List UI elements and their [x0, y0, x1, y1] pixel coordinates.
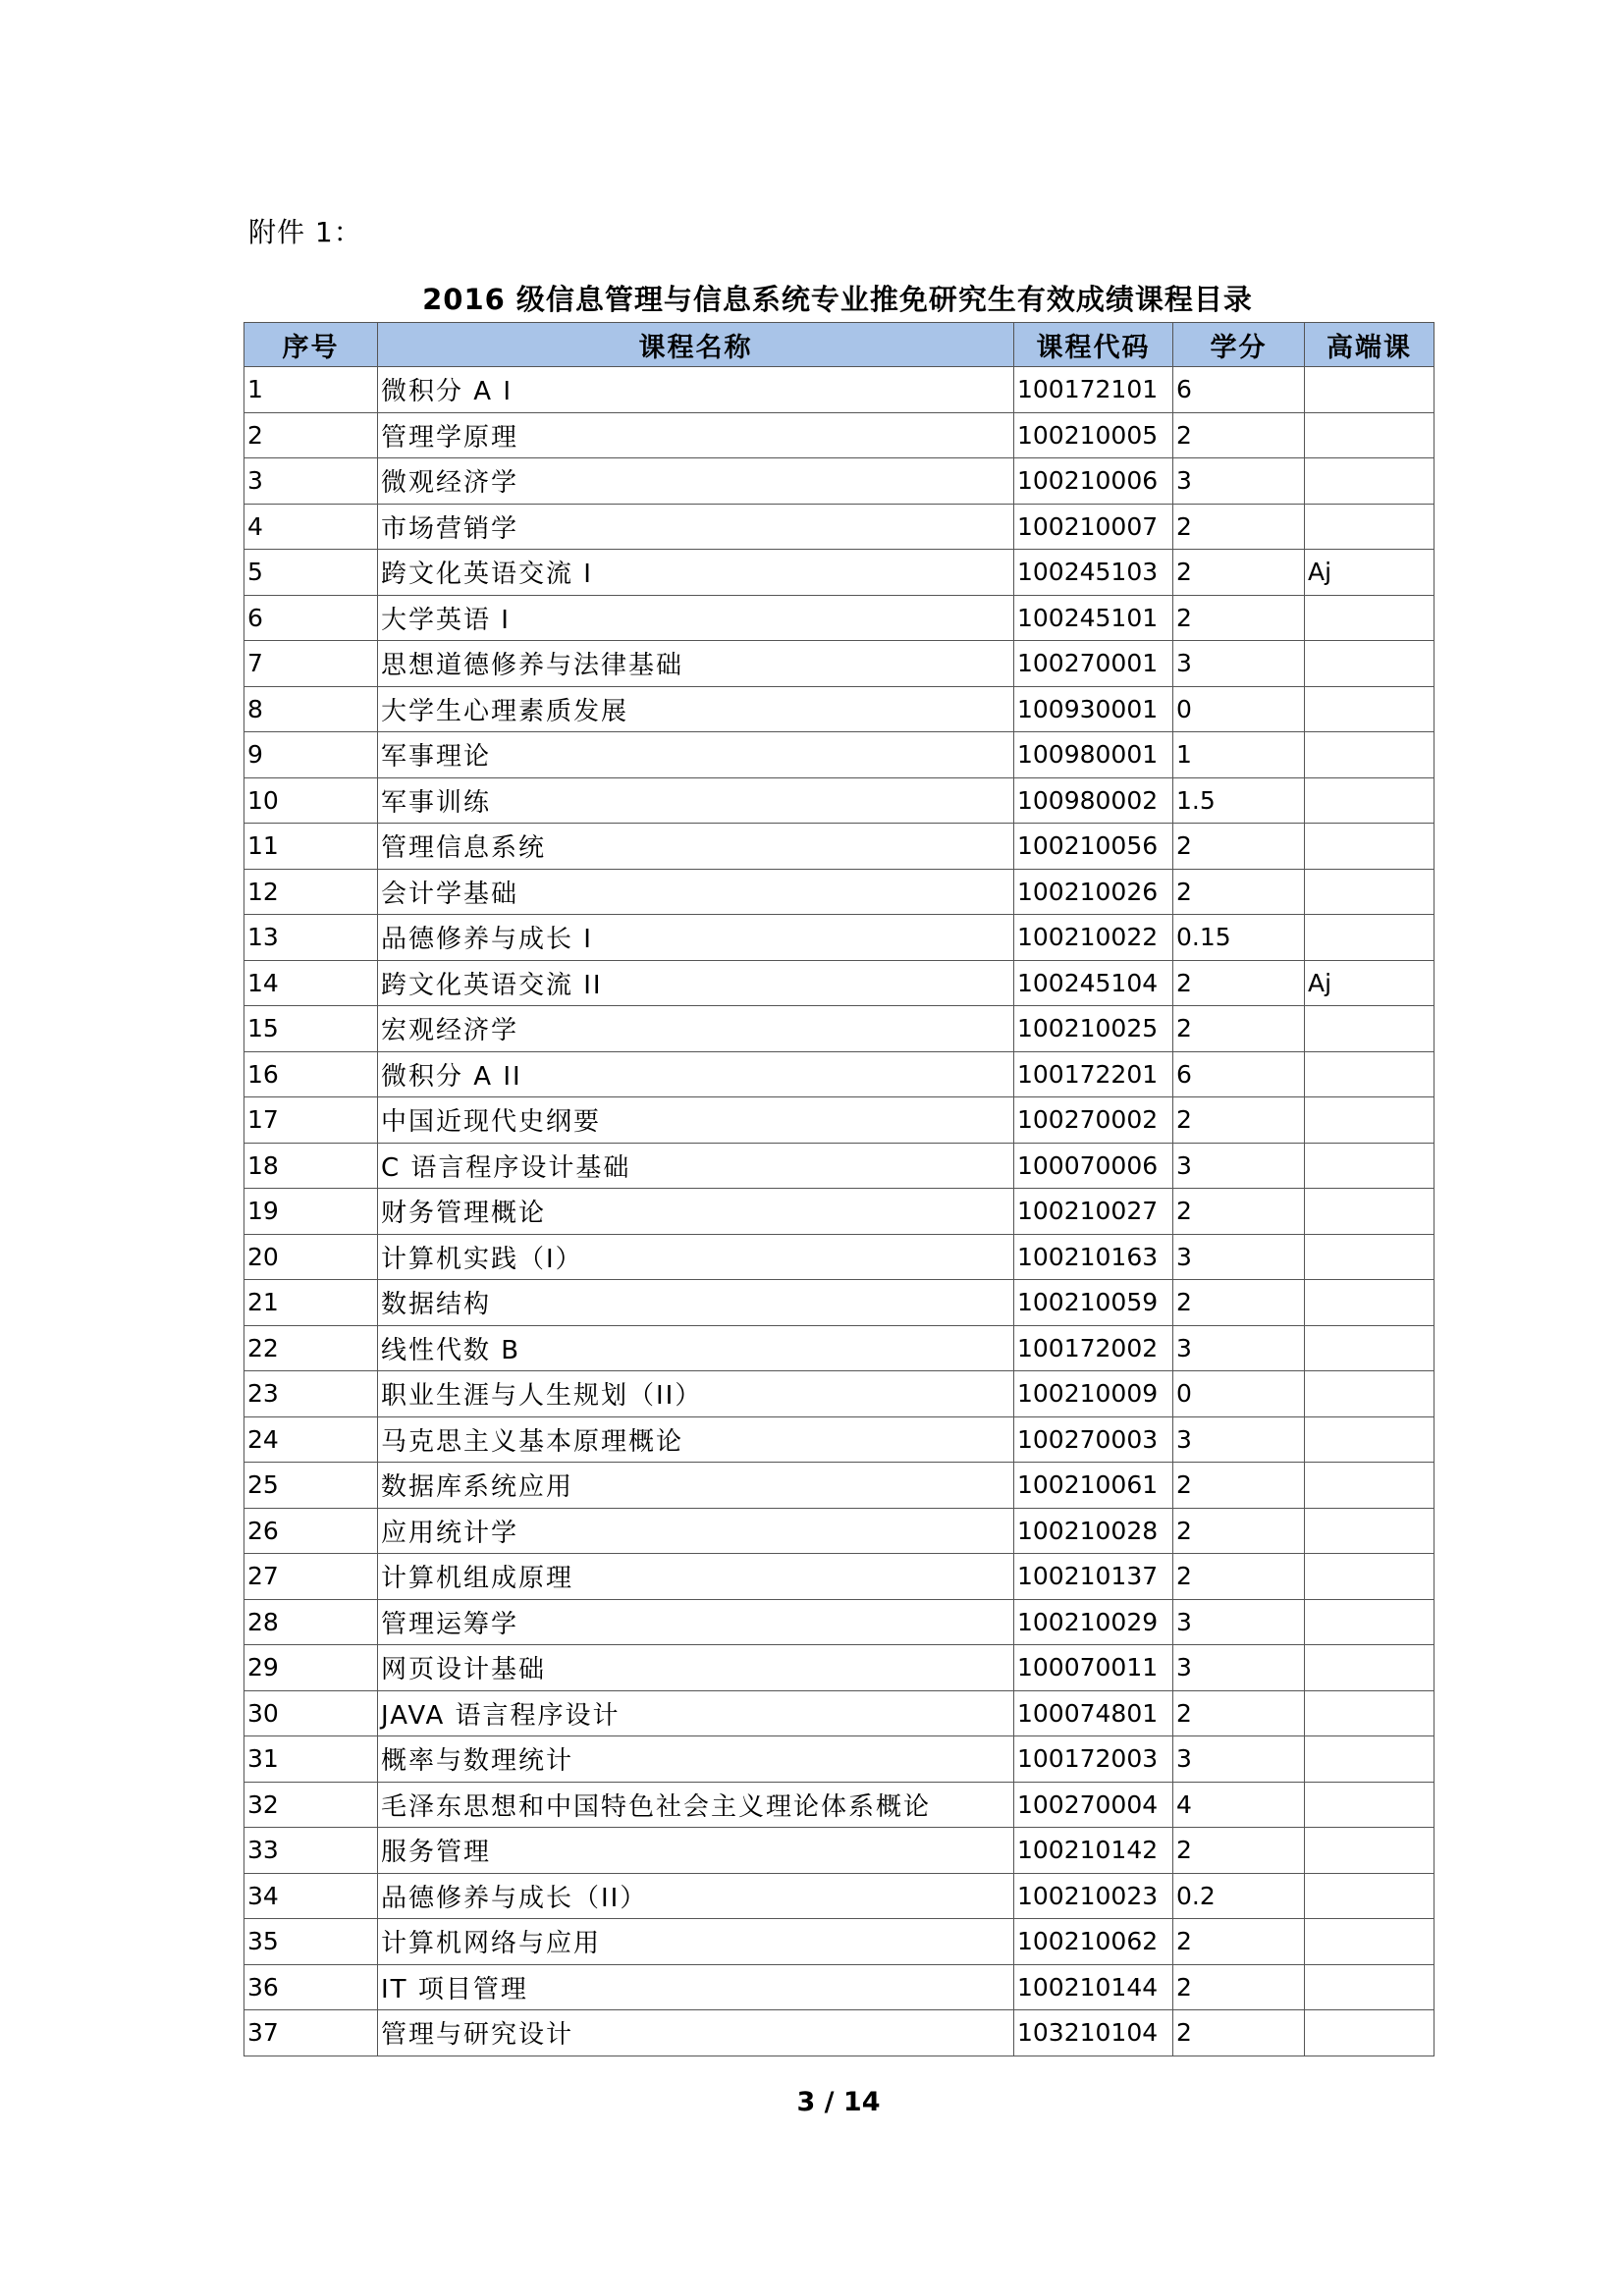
credits-cell: 4 [1173, 1782, 1305, 1828]
credits-cell: 2 [1173, 1964, 1305, 2010]
high-end-cell [1305, 1097, 1435, 1144]
course-name-cell: 大学英语 I [378, 595, 1014, 641]
row-number-cell: 31 [244, 1736, 378, 1783]
table-row [244, 1189, 1435, 1235]
course-name-cell: 大学生心理素质发展 [378, 686, 1014, 732]
course-name-cell: 计算机组成原理 [378, 1554, 1014, 1600]
row-number-cell: 27 [244, 1554, 378, 1600]
credits-cell: 0 [1173, 1371, 1305, 1417]
high-end-cell [1305, 1143, 1435, 1189]
table-row [244, 1599, 1435, 1645]
row-number-cell: 30 [244, 1690, 378, 1736]
course-name-cell: 管理运筹学 [378, 1599, 1014, 1645]
high-end-cell [1305, 686, 1435, 732]
high-end-cell: Aj [1305, 550, 1435, 596]
credits-cell: 2 [1173, 2010, 1305, 2056]
header-credits: 学分 [1173, 323, 1305, 367]
credits-cell: 6 [1173, 1051, 1305, 1097]
credits-cell: 2 [1173, 1690, 1305, 1736]
header-number: 序号 [244, 323, 378, 367]
row-number-cell: 1 [244, 367, 378, 413]
row-number-cell: 37 [244, 2010, 378, 2056]
table-row [244, 1143, 1435, 1189]
high-end-cell [1305, 777, 1435, 824]
credits-cell: 3 [1173, 1234, 1305, 1280]
credits-cell: 2 [1173, 1919, 1305, 1965]
course-name-cell: 跨文化英语交流 II [378, 960, 1014, 1006]
table-row [244, 595, 1435, 641]
table-row [244, 367, 1435, 413]
course-code-cell: 100070006 [1014, 1143, 1173, 1189]
course-name-cell: IT 项目管理 [378, 1964, 1014, 2010]
table-header-row [244, 323, 1435, 367]
credits-cell: 2 [1173, 1828, 1305, 1874]
high-end-cell [1305, 641, 1435, 687]
row-number-cell: 23 [244, 1371, 378, 1417]
table-row [244, 686, 1435, 732]
high-end-cell [1305, 1006, 1435, 1052]
table-row [244, 1690, 1435, 1736]
course-name-cell: 管理信息系统 [378, 824, 1014, 870]
credits-cell: 2 [1173, 869, 1305, 915]
course-name-cell: 数据库系统应用 [378, 1463, 1014, 1509]
table-row [244, 1325, 1435, 1371]
course-code-cell: 100210056 [1014, 824, 1173, 870]
course-code-cell: 100172201 [1014, 1051, 1173, 1097]
page-number: 3 / 14 [796, 2087, 881, 2117]
course-name-cell: 应用统计学 [378, 1508, 1014, 1554]
course-name-cell: 军事训练 [378, 777, 1014, 824]
table-row [244, 732, 1435, 778]
high-end-cell [1305, 1919, 1435, 1965]
course-code-cell: 100172101 [1014, 367, 1173, 413]
table-row [244, 641, 1435, 687]
row-number-cell: 28 [244, 1599, 378, 1645]
course-code-cell: 100070011 [1014, 1645, 1173, 1691]
attachment-label: 附件 1： [248, 216, 362, 248]
row-number-cell: 17 [244, 1097, 378, 1144]
high-end-cell [1305, 1371, 1435, 1417]
high-end-cell [1305, 1782, 1435, 1828]
credits-cell: 2 [1173, 1006, 1305, 1052]
high-end-cell [1305, 412, 1435, 458]
course-name-cell: 财务管理概论 [378, 1189, 1014, 1235]
credits-cell: 2 [1173, 1189, 1305, 1235]
row-number-cell: 15 [244, 1006, 378, 1052]
course-name-cell: C 语言程序设计基础 [378, 1143, 1014, 1189]
course-name-cell: 品德修养与成长（II） [378, 1873, 1014, 1919]
high-end-cell [1305, 732, 1435, 778]
row-number-cell: 36 [244, 1964, 378, 2010]
credits-cell: 2 [1173, 824, 1305, 870]
document-title: 2016 级信息管理与信息系统专业推免研究生有效成绩课程目录 [422, 283, 1253, 316]
row-number-cell: 25 [244, 1463, 378, 1509]
row-number-cell: 21 [244, 1280, 378, 1326]
header-course-code: 课程代码 [1014, 323, 1173, 367]
high-end-cell [1305, 595, 1435, 641]
course-code-cell: 100210029 [1014, 1599, 1173, 1645]
high-end-cell [1305, 1280, 1435, 1326]
row-number-cell: 29 [244, 1645, 378, 1691]
course-code-cell: 100210006 [1014, 458, 1173, 505]
credits-cell: 3 [1173, 641, 1305, 687]
course-code-cell: 100172003 [1014, 1736, 1173, 1783]
table-row [244, 458, 1435, 505]
credits-cell: 3 [1173, 1416, 1305, 1463]
credits-cell: 3 [1173, 458, 1305, 505]
high-end-cell [1305, 2010, 1435, 2056]
credits-cell: 2 [1173, 504, 1305, 550]
course-code-cell: 100210062 [1014, 1919, 1173, 1965]
table-row [244, 1964, 1435, 2010]
row-number-cell: 3 [244, 458, 378, 505]
course-name-cell: 管理与研究设计 [378, 2010, 1014, 2056]
row-number-cell: 10 [244, 777, 378, 824]
table-row [244, 1463, 1435, 1509]
row-number-cell: 4 [244, 504, 378, 550]
course-code-cell: 100210005 [1014, 412, 1173, 458]
course-code-cell: 100074801 [1014, 1690, 1173, 1736]
high-end-cell [1305, 1873, 1435, 1919]
credits-cell: 2 [1173, 1280, 1305, 1326]
course-name-cell: 网页设计基础 [378, 1645, 1014, 1691]
high-end-cell [1305, 1599, 1435, 1645]
credits-cell: 1.5 [1173, 777, 1305, 824]
credits-cell: 0.2 [1173, 1873, 1305, 1919]
table-row [244, 1097, 1435, 1144]
high-end-cell [1305, 1508, 1435, 1554]
row-number-cell: 8 [244, 686, 378, 732]
high-end-cell [1305, 869, 1435, 915]
table-row [244, 1782, 1435, 1828]
course-name-cell: 概率与数理统计 [378, 1736, 1014, 1783]
table-row [244, 1873, 1435, 1919]
high-end-cell [1305, 1189, 1435, 1235]
course-name-cell: 微积分 A II [378, 1051, 1014, 1097]
course-code-cell: 100210061 [1014, 1463, 1173, 1509]
course-code-cell: 100245101 [1014, 595, 1173, 641]
row-number-cell: 7 [244, 641, 378, 687]
header-course-name: 课程名称 [378, 323, 1014, 367]
course-code-cell: 100270004 [1014, 1782, 1173, 1828]
course-name-cell: 市场营销学 [378, 504, 1014, 550]
course-name-cell: 马克思主义基本原理概论 [378, 1416, 1014, 1463]
row-number-cell: 35 [244, 1919, 378, 1965]
high-end-cell [1305, 1645, 1435, 1691]
high-end-cell [1305, 1416, 1435, 1463]
credits-cell: 6 [1173, 367, 1305, 413]
table-row [244, 1736, 1435, 1783]
table-row [244, 1828, 1435, 1874]
row-number-cell: 18 [244, 1143, 378, 1189]
course-code-cell: 100210059 [1014, 1280, 1173, 1326]
course-code-cell: 100210026 [1014, 869, 1173, 915]
credits-cell: 3 [1173, 1143, 1305, 1189]
credits-cell: 0 [1173, 686, 1305, 732]
course-name-cell: 中国近现代史纲要 [378, 1097, 1014, 1144]
table-row [244, 1280, 1435, 1326]
high-end-cell [1305, 1463, 1435, 1509]
table-body [244, 367, 1435, 2056]
course-name-cell: 职业生涯与人生规划（II） [378, 1371, 1014, 1417]
course-name-cell: JAVA 语言程序设计 [378, 1690, 1014, 1736]
course-code-cell: 100270003 [1014, 1416, 1173, 1463]
high-end-cell [1305, 1554, 1435, 1600]
course-name-cell: 服务管理 [378, 1828, 1014, 1874]
row-number-cell: 14 [244, 960, 378, 1006]
course-name-cell: 计算机网络与应用 [378, 1919, 1014, 1965]
credits-cell: 2 [1173, 550, 1305, 596]
high-end-cell [1305, 1964, 1435, 2010]
course-name-cell: 管理学原理 [378, 412, 1014, 458]
row-number-cell: 5 [244, 550, 378, 596]
credits-cell: 3 [1173, 1599, 1305, 1645]
course-name-cell: 跨文化英语交流 I [378, 550, 1014, 596]
table-row [244, 550, 1435, 596]
course-code-cell: 100210009 [1014, 1371, 1173, 1417]
high-end-cell [1305, 1325, 1435, 1371]
table-row [244, 2010, 1435, 2056]
course-code-cell: 100210022 [1014, 915, 1173, 961]
high-end-cell: Aj [1305, 960, 1435, 1006]
course-code-cell: 100210144 [1014, 1964, 1173, 2010]
credits-cell: 2 [1173, 412, 1305, 458]
course-code-cell: 100210163 [1014, 1234, 1173, 1280]
table-row [244, 777, 1435, 824]
course-code-cell: 100210007 [1014, 504, 1173, 550]
course-code-cell: 100980001 [1014, 732, 1173, 778]
credits-cell: 3 [1173, 1645, 1305, 1691]
table-row [244, 1051, 1435, 1097]
table-row [244, 1645, 1435, 1691]
header-high-end-course: 高端课 [1305, 323, 1435, 367]
course-name-cell: 毛泽东思想和中国特色社会主义理论体系概论 [378, 1782, 1014, 1828]
course-code-cell: 100245104 [1014, 960, 1173, 1006]
credits-cell: 3 [1173, 1736, 1305, 1783]
table-row [244, 1416, 1435, 1463]
table-row [244, 504, 1435, 550]
course-code-cell: 100210142 [1014, 1828, 1173, 1874]
row-number-cell: 9 [244, 732, 378, 778]
row-number-cell: 6 [244, 595, 378, 641]
credits-cell: 1 [1173, 732, 1305, 778]
course-code-cell: 100930001 [1014, 686, 1173, 732]
course-code-cell: 100210027 [1014, 1189, 1173, 1235]
table-row [244, 412, 1435, 458]
credits-cell: 2 [1173, 595, 1305, 641]
credits-cell: 2 [1173, 1508, 1305, 1554]
high-end-cell [1305, 1690, 1435, 1736]
table-row [244, 1919, 1435, 1965]
course-code-cell: 100172002 [1014, 1325, 1173, 1371]
table-row [244, 1234, 1435, 1280]
row-number-cell: 20 [244, 1234, 378, 1280]
course-name-cell: 品德修养与成长 I [378, 915, 1014, 961]
table-row [244, 1508, 1435, 1554]
course-name-cell: 数据结构 [378, 1280, 1014, 1326]
course-code-cell: 100210137 [1014, 1554, 1173, 1600]
table-row [244, 824, 1435, 870]
course-name-cell: 思想道德修养与法律基础 [378, 641, 1014, 687]
row-number-cell: 16 [244, 1051, 378, 1097]
course-code-cell: 100210028 [1014, 1508, 1173, 1554]
table-row [244, 1006, 1435, 1052]
row-number-cell: 26 [244, 1508, 378, 1554]
row-number-cell: 33 [244, 1828, 378, 1874]
row-number-cell: 32 [244, 1782, 378, 1828]
table-row [244, 1554, 1435, 1600]
table-row [244, 915, 1435, 961]
row-number-cell: 13 [244, 915, 378, 961]
high-end-cell [1305, 504, 1435, 550]
credits-cell: 3 [1173, 1325, 1305, 1371]
course-code-cell: 100270002 [1014, 1097, 1173, 1144]
course-name-cell: 宏观经济学 [378, 1006, 1014, 1052]
credits-cell: 2 [1173, 960, 1305, 1006]
table-row [244, 1371, 1435, 1417]
row-number-cell: 11 [244, 824, 378, 870]
credits-cell: 2 [1173, 1463, 1305, 1509]
high-end-cell [1305, 824, 1435, 870]
course-code-cell: 100210023 [1014, 1873, 1173, 1919]
table-row [244, 960, 1435, 1006]
row-number-cell: 24 [244, 1416, 378, 1463]
row-number-cell: 2 [244, 412, 378, 458]
high-end-cell [1305, 458, 1435, 505]
credits-cell: 2 [1173, 1097, 1305, 1144]
course-code-cell: 100210025 [1014, 1006, 1173, 1052]
high-end-cell [1305, 1828, 1435, 1874]
course-name-cell: 计算机实践（I） [378, 1234, 1014, 1280]
row-number-cell: 34 [244, 1873, 378, 1919]
row-number-cell: 19 [244, 1189, 378, 1235]
course-code-cell: 100270001 [1014, 641, 1173, 687]
course-name-cell: 会计学基础 [378, 869, 1014, 915]
credits-cell: 0.15 [1173, 915, 1305, 961]
row-number-cell: 12 [244, 869, 378, 915]
high-end-cell [1305, 1234, 1435, 1280]
course-name-cell: 微积分 A I [378, 367, 1014, 413]
course-name-cell: 军事理论 [378, 732, 1014, 778]
row-number-cell: 22 [244, 1325, 378, 1371]
high-end-cell [1305, 915, 1435, 961]
course-code-cell: 103210104 [1014, 2010, 1173, 2056]
course-table [244, 322, 1435, 2056]
table-row [244, 869, 1435, 915]
course-code-cell: 100980002 [1014, 777, 1173, 824]
course-code-cell: 100245103 [1014, 550, 1173, 596]
high-end-cell [1305, 1736, 1435, 1783]
course-name-cell: 线性代数 B [378, 1325, 1014, 1371]
high-end-cell [1305, 1051, 1435, 1097]
course-name-cell: 微观经济学 [378, 458, 1014, 505]
high-end-cell [1305, 367, 1435, 413]
credits-cell: 2 [1173, 1554, 1305, 1600]
